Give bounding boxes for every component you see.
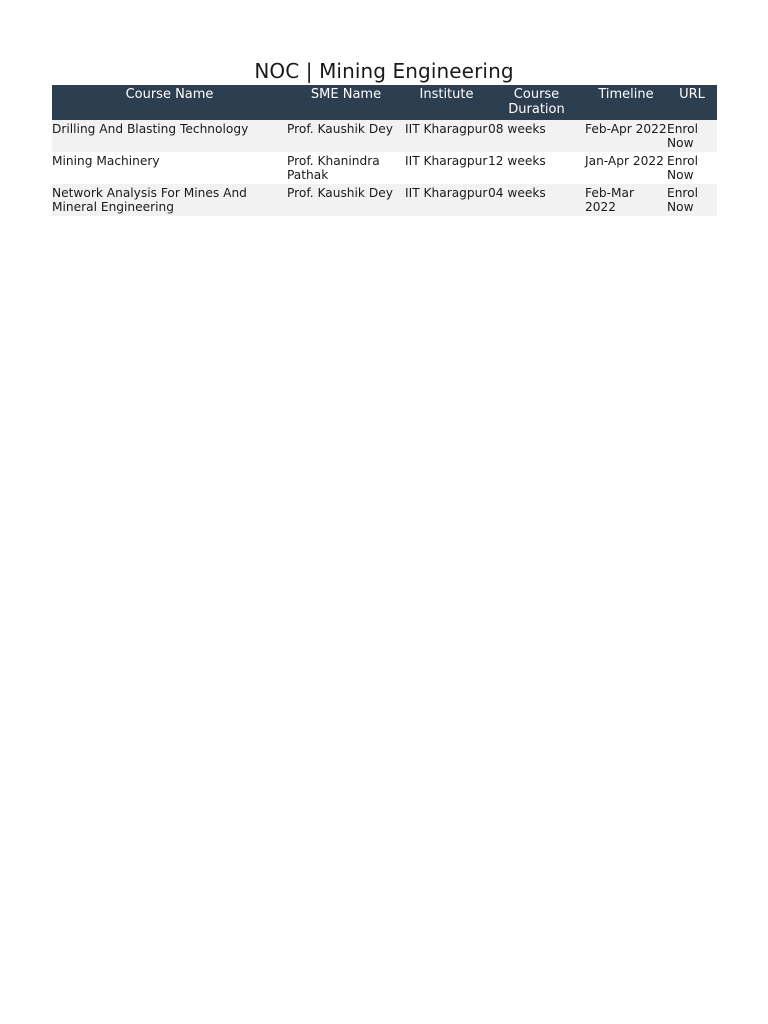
enrol-now-link[interactable]: Enrol Now [667, 122, 699, 150]
cell-course-duration: 04 weeks [488, 186, 546, 200]
cell-sme-name: Prof. Khanindra Pathak [287, 154, 380, 182]
enrol-now-link[interactable]: Enrol Now [667, 186, 699, 214]
cell-sme-name: Prof. Kaushik Dey [287, 186, 393, 200]
table-row [52, 184, 717, 216]
cell-institute: IIT Kharagpur [405, 186, 488, 200]
header-timeline: Timeline [598, 87, 654, 102]
cell-url [667, 184, 717, 216]
cell-timeline: Feb-Apr 2022 [585, 122, 667, 136]
course-table [52, 85, 717, 216]
cell-url [667, 152, 717, 184]
cell-timeline: Jan-Apr 2022 [585, 154, 664, 168]
header-course-name: Course Name [125, 87, 214, 102]
table-header [52, 85, 717, 120]
header-sme-name: SME Name [310, 87, 382, 102]
header-row [52, 85, 717, 120]
cell-course-duration: 12 weeks [488, 154, 546, 168]
cell-course-name: Network Analysis For Mines And Mineral Engineering [52, 186, 247, 214]
enrol-now-link[interactable]: Enrol Now [667, 154, 699, 182]
header-institute: Institute [419, 87, 474, 102]
cell-course-name: Drilling And Blasting Technology [52, 122, 249, 136]
cell-timeline: Feb-Mar 2022 [585, 186, 634, 214]
table-row [52, 120, 717, 152]
page-title: NOC | Mining Engineering [254, 59, 514, 84]
cell-institute: IIT Kharagpur [405, 154, 488, 168]
cell-url [667, 120, 717, 152]
cell-institute: IIT Kharagpur [405, 122, 488, 136]
cell-course-duration: 08 weeks [488, 122, 546, 136]
header-url: URL [679, 87, 705, 102]
header-course-duration: Course Duration [508, 87, 565, 117]
cell-course-name: Mining Machinery [52, 154, 160, 168]
table-row [52, 152, 717, 184]
cell-sme-name: Prof. Kaushik Dey [287, 122, 393, 136]
table-body [52, 120, 717, 216]
